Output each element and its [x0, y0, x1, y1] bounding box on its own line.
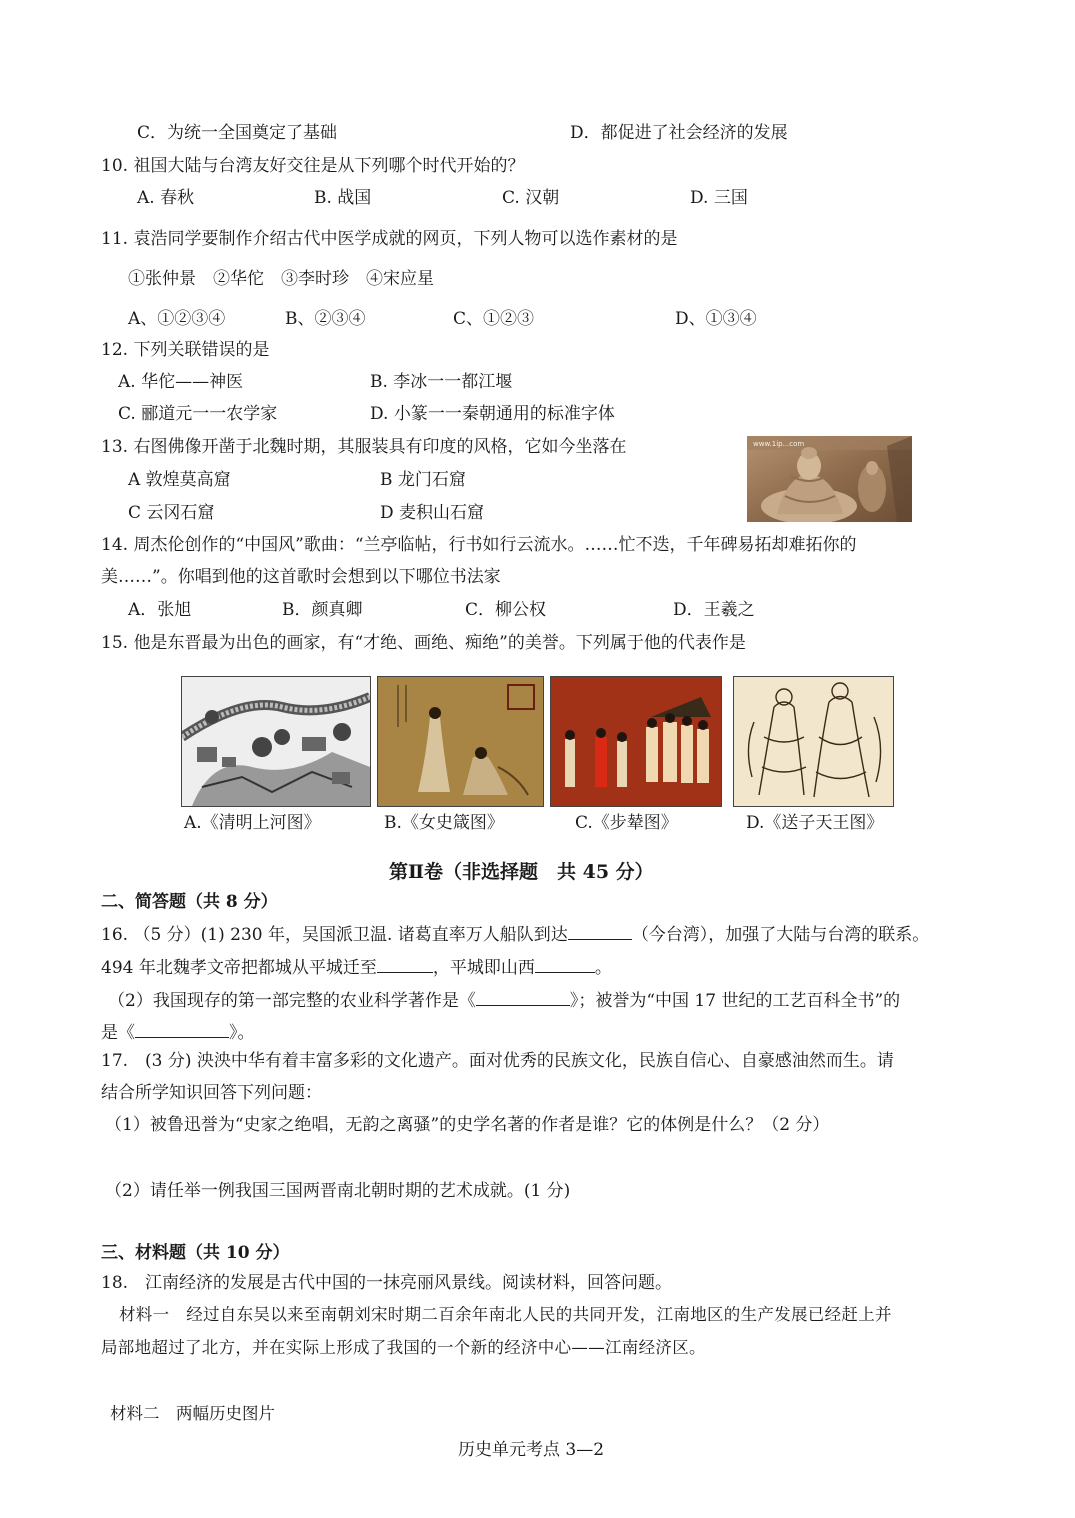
q13-option-a: A 敦煌莫高窟: [128, 470, 231, 490]
q11-option-b: B、②③④: [285, 309, 366, 329]
q17-stem-line2: 结合所学知识回答下列问题：: [101, 1083, 322, 1103]
q17-stem-line1: 17. (3 分) 泱泱中华有着丰富多彩的文化遗产。面对优秀的民族文化，民族自信心、自豪感油然而生。请: [101, 1051, 894, 1071]
q9-option-d: D．都促进了社会经济的发展: [570, 123, 788, 143]
q10-option-b: B. 战国: [314, 188, 372, 208]
q14-stem-line1: 14. 周杰伦创作的“中国风”歌曲：“兰亭临帖，行书如行云流水。……忙不迭，千年碑易拓却难拓你的: [101, 535, 857, 555]
q11-option-c: C、①②③: [453, 309, 535, 329]
section3-title: 三、材料题（共 10 分）: [101, 1243, 290, 1263]
buddha-statue-photo: [747, 436, 912, 522]
q18-stem: 18. 江南经济的发展是古代中国的一抹亮丽风景线。阅读材料，回答问题。: [101, 1273, 673, 1293]
q18-material2: 材料二 两幅历史图片: [110, 1404, 275, 1423]
q16-line2-text-a: 494 年北魏孝文帝把都城从平城迁至: [101, 958, 377, 978]
q12-option-b: B. 李冰一一都江堰: [370, 372, 513, 392]
q16-line1-text-b: （今台湾），加强了大陆与台湾的联系。: [631, 925, 930, 945]
q16-line3-text-a: （2）我国现存的第一部完整的农业科学著作是《: [108, 991, 476, 1011]
q13-stem: 13. 右图佛像开凿于北魏时期，其服装具有印度的风格，它如今坐落在: [101, 437, 627, 457]
q16-line1-text-a: 16. （5 分）(1) 230 年，吴国派卫温. 诸葛直率万人船队到达: [101, 925, 568, 945]
q12-option-c: C. 郦道元一一农学家: [118, 404, 278, 424]
q18-material1-line1: 材料一 经过自东吴以来至南朝刘宋时期二百余年南北人民的共同开发，江南地区的生产发展已经赶上并: [119, 1305, 892, 1324]
painting-qingming-image: [181, 676, 371, 807]
q10-option-c: C. 汉朝: [502, 188, 560, 208]
q15-option-c: C.《步辇图》: [575, 813, 678, 833]
q12-option-a: A. 华佗——神医: [118, 372, 244, 392]
q9-option-c: C．为统一全国奠定了基础: [137, 123, 338, 143]
q11-stem: 11. 袁浩同学要制作介绍古代中医学成就的网页，下列人物可以选作素材的是: [101, 229, 678, 249]
painting-songzi-tianwang-image: [733, 676, 894, 807]
q14-option-c: C．柳公权: [465, 600, 547, 620]
q15-option-a: A.《清明上河图》: [184, 813, 321, 833]
buddha-photo-watermark: www.1ip...com: [753, 440, 805, 448]
q13-option-d: D 麦积山石窟: [380, 503, 485, 523]
q15-option-d: D.《送子天王图》: [746, 813, 884, 833]
q12-stem: 12. 下列关联错误的是: [101, 340, 270, 360]
q16-line3-text-b: 》；被誉为“中国 17 世纪的工艺百科全书”的: [569, 991, 901, 1011]
q16-blank-new-capital[interactable]: [377, 955, 433, 973]
q16-line2: [101, 955, 612, 977]
q12-option-d: D. 小篆一一秦朝通用的标准字体: [370, 404, 615, 424]
q14-option-d: D．王羲之: [673, 600, 755, 620]
q16-line4-text-b: 》。: [229, 1023, 255, 1043]
q14-option-b: B．颜真卿: [282, 600, 363, 620]
q16-blank-taiwan[interactable]: [568, 922, 632, 940]
q16-line2-text-b: ，平城即山西: [432, 958, 535, 978]
q16-blank-craft-book[interactable]: [135, 1020, 229, 1038]
q16-line3: [108, 988, 900, 1010]
q11-option-d: D、①③④: [675, 309, 757, 329]
q15-stem: 15. 他是东晋最为出色的画家，有“才绝、画绝、痴绝”的美誉。下列属于他的代表作是: [101, 633, 746, 653]
q10-option-d: D. 三国: [690, 188, 748, 208]
q18-material1-line2: 局部地超过了北方，并在实际上形成了我国的一个新的经济中心——江南经济区。: [101, 1338, 706, 1357]
q14-stem-line2: 美……”。你唱到他的这首歌时会想到以下哪位书法家: [101, 567, 501, 587]
q11-option-a: A、①②③④: [128, 309, 226, 329]
section2-title: 二、简答题（共 8 分）: [101, 892, 278, 912]
q11-items: ①张仲景 ②华佗 ③李时珍 ④宋应星: [128, 269, 434, 289]
q15-option-b: B.《女史箴图》: [384, 813, 504, 833]
q17-part1: （1）被鲁迅誉为“史家之绝唱，无韵之离骚”的史学名著的作者是谁？它的体例是什么？（2 分）: [105, 1115, 830, 1135]
q10-stem: 10. 祖国大陆与台湾友好交往是从下列哪个时代开始的？: [101, 156, 525, 176]
painting-bunian-image: [550, 676, 722, 807]
q16-blank-agri-book[interactable]: [476, 988, 570, 1006]
q16-line1: [101, 922, 929, 944]
q13-option-c: C 云冈石窟: [128, 503, 215, 523]
part2-title: 第Ⅱ卷（非选择题 共 45 分）: [389, 861, 654, 883]
page-footer: 历史单元考点 3—2: [458, 1440, 605, 1460]
q13-option-b: B 龙门石窟: [380, 470, 466, 490]
painting-nvshizhen-image: [377, 676, 544, 807]
q16-line4: [101, 1020, 255, 1042]
q10-option-a: A. 春秋: [137, 188, 195, 208]
q16-line2-text-c: 。: [594, 958, 612, 978]
q16-blank-pingcheng[interactable]: [535, 955, 595, 973]
q16-line4-text-a: 是《: [101, 1023, 135, 1043]
q17-part2: （2）请任举一例我国三国两晋南北朝时期的艺术成就。(1 分): [105, 1181, 571, 1201]
q14-option-a: A．张旭: [128, 600, 192, 620]
